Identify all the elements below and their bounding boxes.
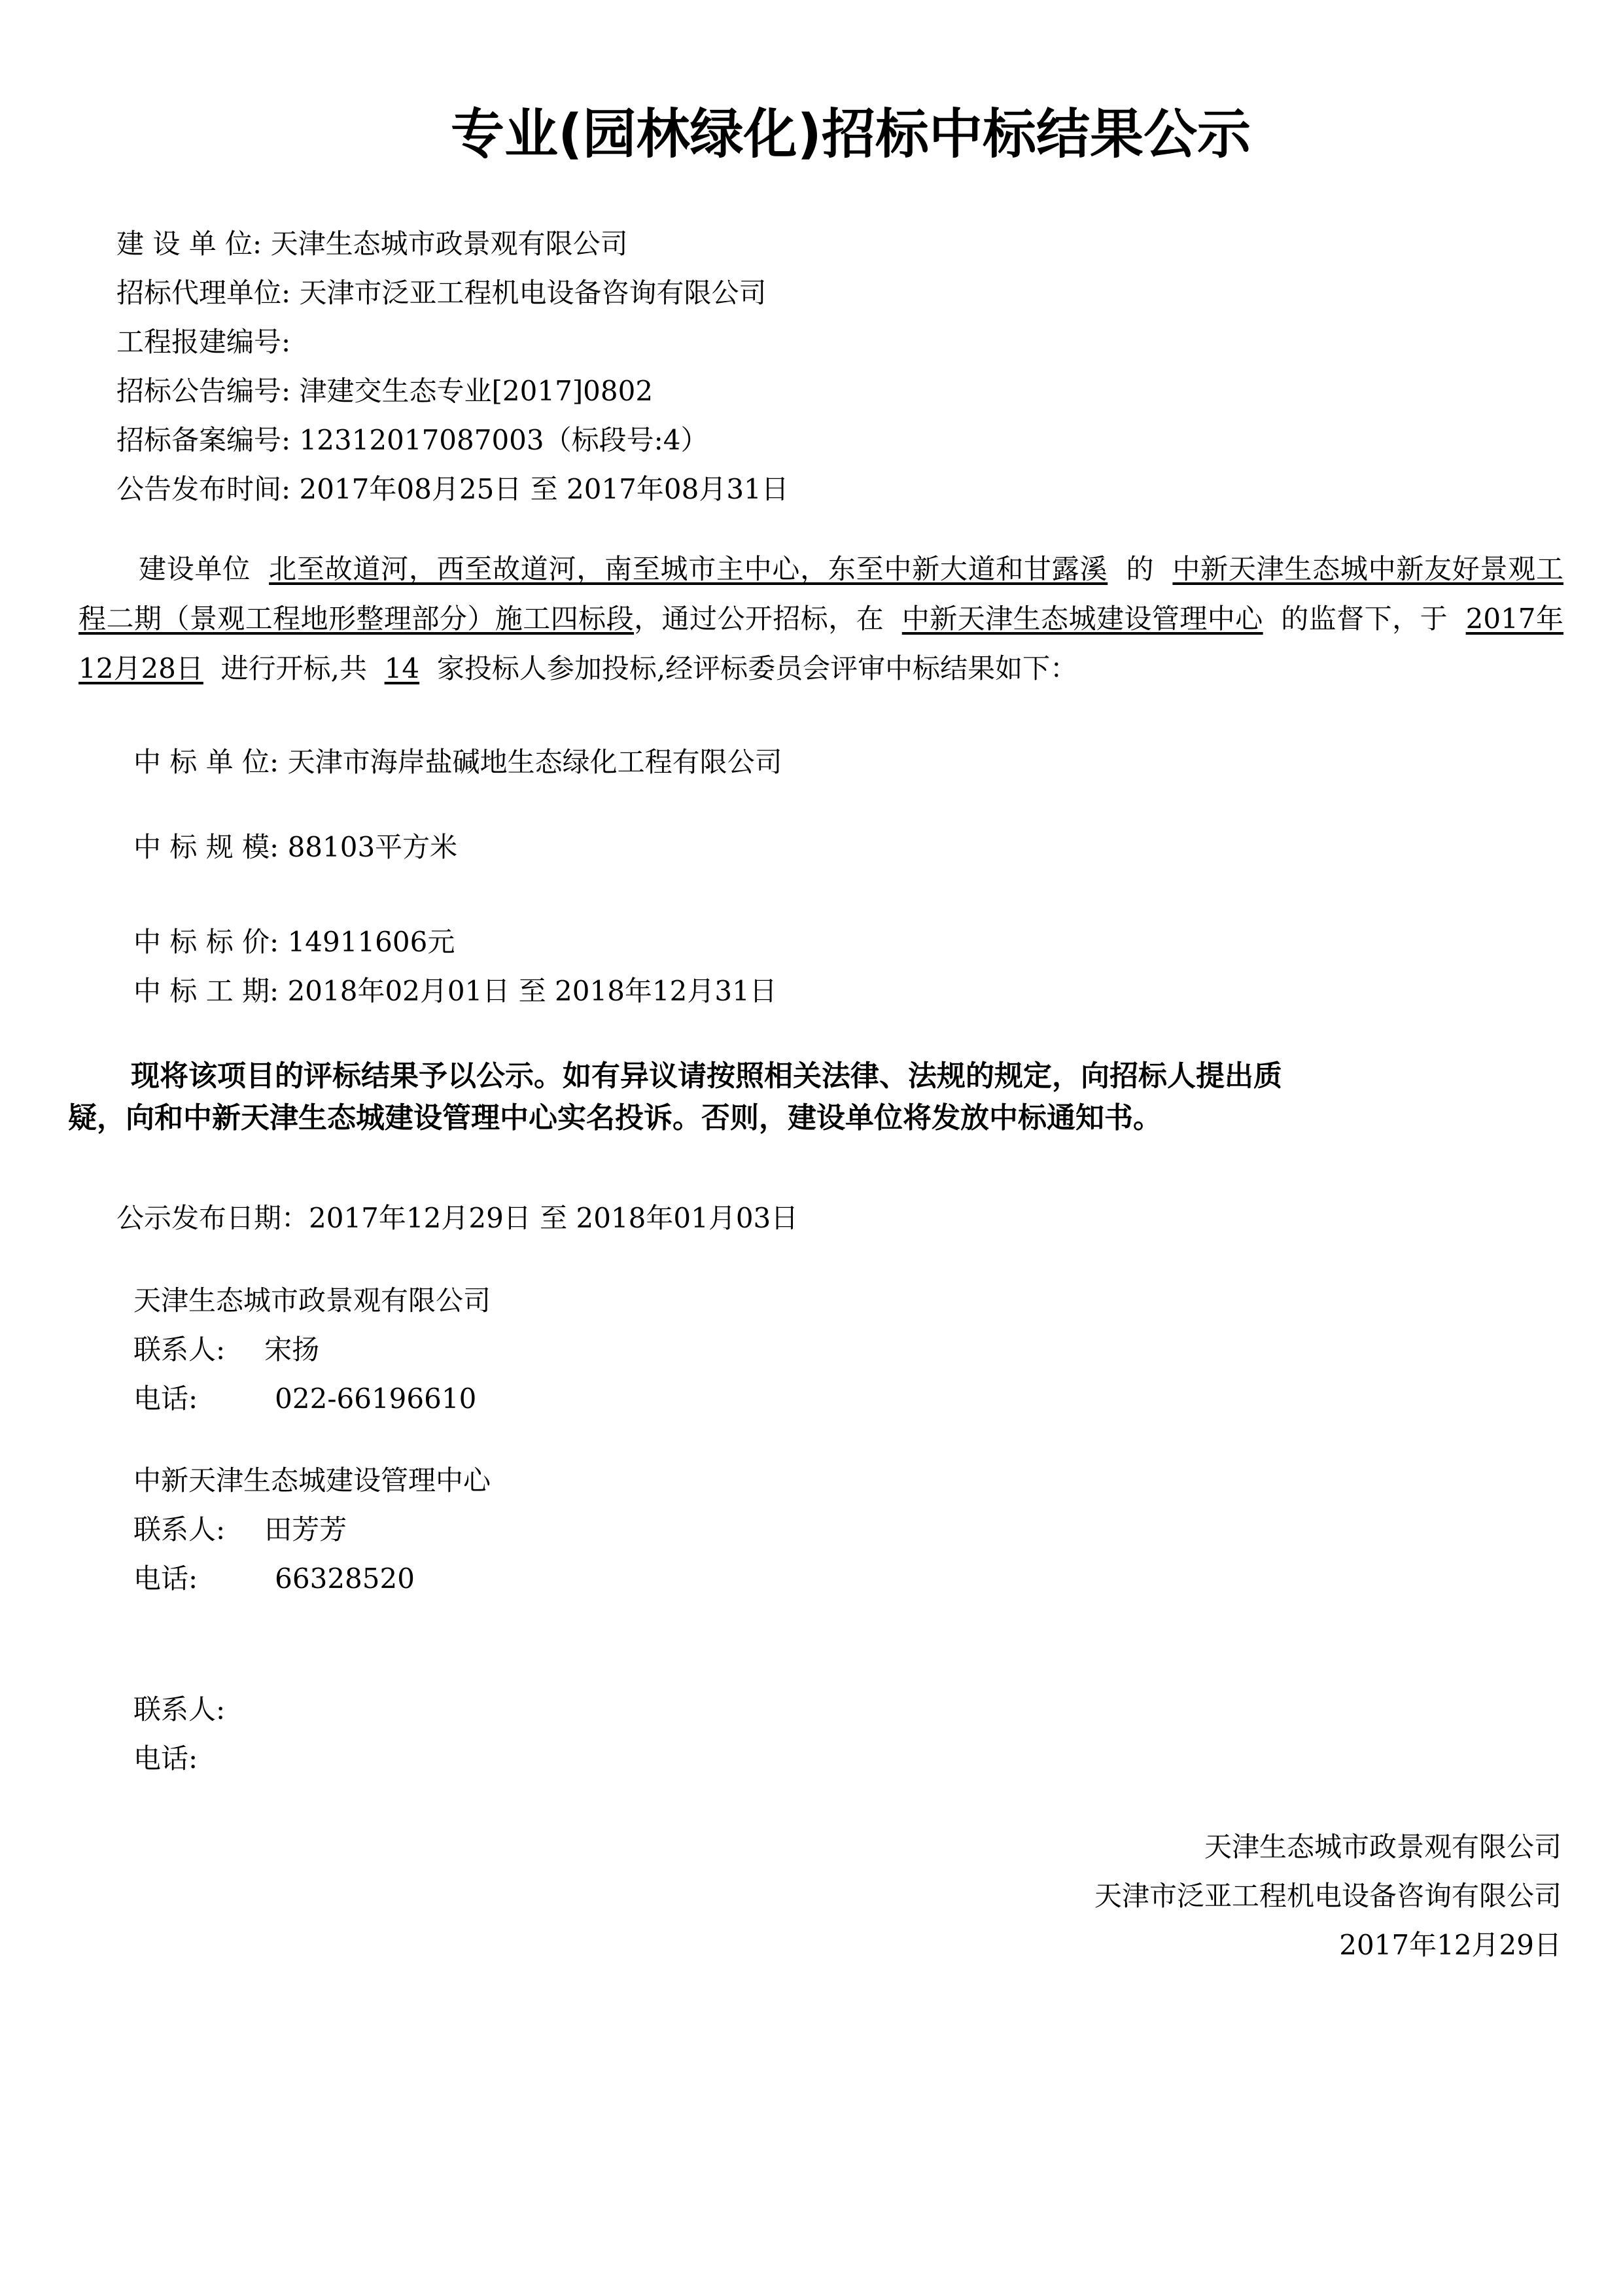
blank-contact-phone-label: 电话: (133, 1742, 198, 1775)
field-value: 天津市海岸盐碱地生态绿化工程有限公司 (287, 746, 782, 778)
header-field-filing-no (116, 424, 708, 457)
field-value: 天津生态城市政景观有限公司 (270, 228, 628, 260)
field-value: 2017年08月25日 至 2017年08月31日 (299, 473, 789, 505)
contact-org: 中新天津生态城建设管理中心 (133, 1464, 491, 1496)
contact-person-label: 联系人: (133, 1513, 226, 1545)
signature-date: 2017年12月29日 (1339, 1929, 1562, 1961)
field-label: 招标公告编号: (116, 375, 291, 407)
field-value: 天津市泛亚工程机电设备咨询有限公司 (299, 277, 767, 309)
supervisor-name: 中新天津生态城建设管理中心 (901, 603, 1263, 635)
field-label: 公示发布日期： (116, 1202, 309, 1234)
result-price (133, 926, 455, 959)
field-value: 2018年02月01日 至 2018年12月31日 (287, 975, 777, 1007)
contact-person-row (133, 1513, 347, 1546)
field-label: 工程报建编号: (116, 326, 291, 358)
page-title: 专业(园林绿化)招标中标结果公示 (451, 103, 1251, 166)
field-value: 14911606元 (287, 926, 455, 958)
header-field-builder (116, 228, 628, 260)
header-field-registration-no (116, 326, 290, 359)
contact-phone-row (133, 1563, 415, 1595)
contact-person: 田芳芳 (264, 1513, 347, 1545)
contact-phone-row (133, 1383, 476, 1415)
notice-line-2: 疑，向和中新天津生态城建设管理中心实名投诉。否则，建设单位将发放中标通知书。 (68, 1101, 1162, 1135)
header-field-announcement-no (116, 375, 653, 408)
result-winner (133, 746, 782, 779)
notice-line-1: 现将该项目的评标结果予以公示。如有异议请按照相关法律、法规的规定，向招标人提出质 (131, 1059, 1282, 1093)
intro-paragraph: 建设单位 北至故道河，西至故道河，南至城市主中心，东至中新大道和甘露溪 的 中新天津生态城中新友好景观工程二期（景观工程地形整理部分）施工四标段，通过公开招标，在 中新天津生态城建设管理中心 的监督下，于 2017年12月28日 进行开标,共 14 家投标人参加投标,经评标委员会评审中标结果如下： (79, 553, 1563, 684)
contact-person: 宋扬 (264, 1333, 320, 1366)
field-value: 88103平方米 (287, 831, 458, 863)
field-label: 中 标 规 模: (133, 831, 279, 863)
project-name: 中新天津生态城中新友好景观工程二期（景观工程地形整理部分）施工四标段 (79, 553, 1563, 635)
header-field-publish-period (116, 473, 789, 506)
field-label: 招标代理单位: (116, 277, 291, 309)
field-label: 建 设 单 位: (116, 228, 262, 260)
contact-phone: 66328520 (275, 1563, 415, 1595)
field-value: 津建交生态专业[2017]0802 (299, 375, 654, 407)
field-value: 12312017087003（标段号:4） (299, 424, 708, 456)
field-label: 公告发布时间: (116, 473, 291, 505)
contact-phone-label: 电话: (133, 1563, 198, 1595)
field-label: 招标备案编号: (116, 424, 291, 456)
project-location: 北至故道河，西至故道河，南至城市主中心，东至中新大道和甘露溪 (269, 553, 1108, 585)
contact-person-label: 联系人: (133, 1333, 226, 1366)
bidder-count: 14 (384, 652, 420, 684)
contact-phone: 022-66196610 (275, 1383, 477, 1415)
result-duration (133, 975, 777, 1008)
result-scale (133, 831, 457, 864)
bid-open-date: 2017年12月28日 (79, 603, 1563, 684)
contact-phone-label: 电话: (133, 1383, 198, 1415)
signature-org-1: 天津生态城市政景观有限公司 (1204, 1831, 1562, 1863)
field-label: 中 标 工 期: (133, 975, 279, 1007)
field-value: 2017年12月29日 至 2018年01月03日 (309, 1202, 799, 1234)
header-field-agent (116, 277, 767, 309)
field-label: 中 标 单 位: (133, 746, 279, 778)
blank-contact-person-label: 联系人: (133, 1693, 226, 1725)
signature-org-2: 天津市泛亚工程机电设备咨询有限公司 (1094, 1880, 1562, 1912)
contact-person-row (133, 1333, 319, 1366)
publish-period (116, 1202, 798, 1235)
contact-org: 天津生态城市政景观有限公司 (133, 1284, 491, 1316)
field-label: 中 标 标 价: (133, 926, 279, 958)
